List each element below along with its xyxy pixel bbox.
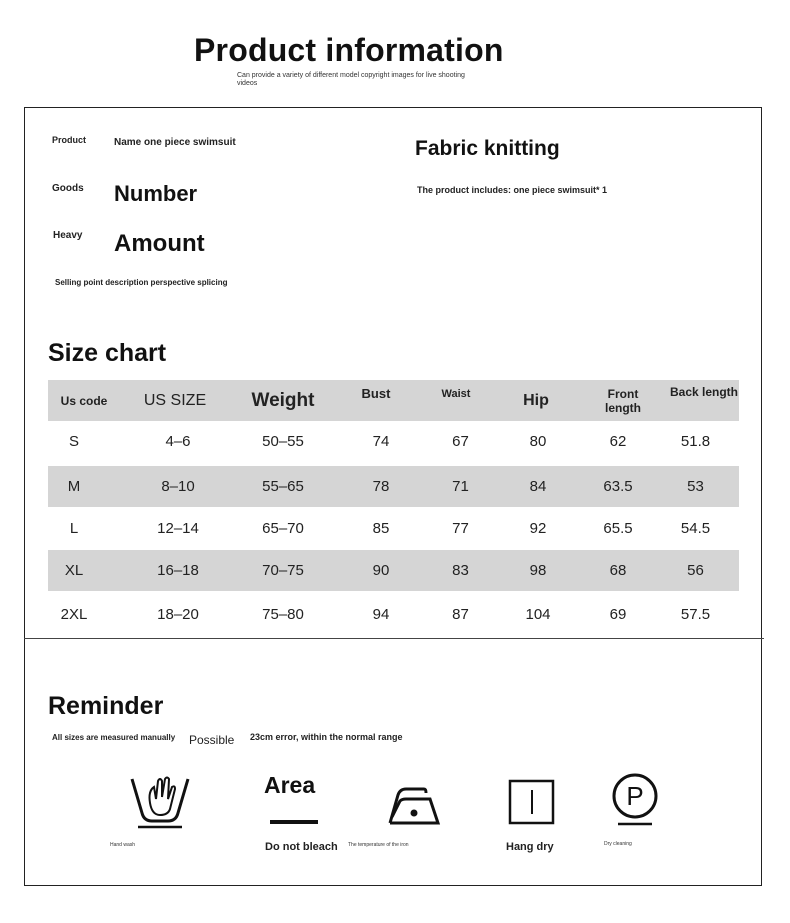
cell-front-length: 68 bbox=[609, 562, 627, 579]
size-chart-title: Size chart bbox=[48, 339, 167, 367]
goods-label: Goods bbox=[52, 183, 84, 194]
no-bleach-icon bbox=[270, 820, 318, 824]
cell-hip: 98 bbox=[529, 562, 547, 579]
fabric-label: Fabric knitting bbox=[415, 137, 560, 160]
cell-us-size: 12–14 bbox=[157, 520, 199, 537]
header-us-size: US SIZE bbox=[143, 391, 207, 409]
section-divider bbox=[24, 638, 764, 639]
header-hip: Hip bbox=[523, 391, 549, 409]
product-name-value: Name one piece swimsuit bbox=[114, 137, 236, 148]
cell-us-size: 18–20 bbox=[157, 606, 199, 623]
iron-icon bbox=[386, 781, 442, 827]
cell-waist: 67 bbox=[452, 433, 469, 450]
cell-us-size: 8–10 bbox=[161, 478, 195, 495]
page-subtitle: Can provide a variety of different model copyright images for live shooting videos bbox=[237, 72, 465, 87]
goods-value: Number bbox=[114, 181, 198, 206]
cell-back-length: 56 bbox=[687, 562, 704, 579]
cell-bust: 94 bbox=[372, 606, 390, 623]
cell-waist: 87 bbox=[452, 606, 469, 623]
dry-note: Dry cleaning bbox=[604, 841, 632, 847]
cell-weight: 75–80 bbox=[262, 606, 304, 623]
cell-hip: 80 bbox=[529, 433, 547, 450]
reminder-title: Reminder bbox=[48, 692, 164, 720]
header-weight: Weight bbox=[251, 389, 315, 411]
cell-us-code: L bbox=[69, 520, 79, 537]
hang-dry-label: Hang dry bbox=[506, 841, 554, 853]
selling-point-label: Selling point description perspective splicing bbox=[55, 278, 228, 287]
cell-weight: 65–70 bbox=[262, 520, 304, 537]
hand-wash-icon bbox=[128, 773, 192, 831]
cell-weight: 50–55 bbox=[262, 433, 304, 450]
reminder-measured: All sizes are measured manually bbox=[52, 733, 176, 742]
dry-clean-icon bbox=[610, 772, 660, 828]
table-header-row bbox=[48, 380, 739, 421]
cell-us-size: 4–6 bbox=[165, 433, 191, 450]
cell-bust: 78 bbox=[372, 478, 390, 495]
header-back-length: Back length bbox=[669, 385, 738, 399]
cell-waist: 83 bbox=[452, 562, 469, 579]
cell-front-length: 62 bbox=[609, 433, 627, 450]
svg-text:P: P bbox=[626, 781, 644, 811]
cell-us-size: 16–18 bbox=[157, 562, 199, 579]
table-row bbox=[48, 508, 739, 549]
cell-hip: 84 bbox=[529, 478, 547, 495]
page-title: Product information bbox=[194, 32, 504, 68]
cell-bust: 85 bbox=[372, 520, 390, 537]
cell-waist: 71 bbox=[452, 478, 469, 495]
cell-weight: 55–65 bbox=[262, 478, 304, 495]
table-row bbox=[48, 466, 739, 507]
product-label: Product bbox=[52, 135, 87, 145]
cell-waist: 77 bbox=[452, 520, 469, 537]
area-label: Area bbox=[264, 772, 316, 798]
cell-us-code: S bbox=[68, 433, 79, 450]
cell-front-length: 65.5 bbox=[603, 520, 633, 537]
header-waist: Waist bbox=[441, 388, 471, 400]
cell-back-length: 57.5 bbox=[680, 606, 711, 623]
cell-front-length: 69 bbox=[609, 606, 627, 623]
cell-us-code: M bbox=[67, 478, 81, 495]
no-bleach-label: Do not bleach bbox=[265, 841, 338, 853]
cell-back-length: 51.8 bbox=[680, 433, 711, 450]
cell-weight: 70–75 bbox=[262, 562, 304, 579]
reminder-error: 23cm error, within the normal range bbox=[250, 732, 403, 742]
includes-label: The product includes: one piece swimsuit* 1 bbox=[417, 185, 608, 195]
header-us-code: Us code bbox=[60, 393, 108, 408]
cell-bust: 90 bbox=[372, 562, 390, 579]
table-row bbox=[48, 594, 739, 635]
cell-back-length: 53 bbox=[687, 478, 704, 495]
header-front-length: Front length bbox=[605, 386, 641, 415]
table-row bbox=[48, 421, 739, 462]
heavy-label: Heavy bbox=[53, 230, 83, 241]
cell-hip: 92 bbox=[529, 520, 547, 537]
cell-us-code: 2XL bbox=[60, 606, 88, 623]
iron-note: The temperature of the iron bbox=[348, 842, 409, 848]
cell-front-length: 63.5 bbox=[603, 478, 633, 495]
heavy-value: Amount bbox=[114, 230, 205, 257]
hang-dry-icon bbox=[508, 779, 556, 825]
cell-hip: 104 bbox=[525, 606, 551, 623]
reminder-possible: Possible bbox=[189, 733, 235, 747]
cell-back-length: 54.5 bbox=[680, 520, 711, 537]
header-bust: Bust bbox=[361, 386, 391, 401]
wash-note: Hand wash bbox=[110, 842, 136, 848]
cell-bust: 74 bbox=[372, 433, 390, 450]
table-row bbox=[48, 550, 739, 591]
cell-us-code: XL bbox=[64, 562, 84, 579]
